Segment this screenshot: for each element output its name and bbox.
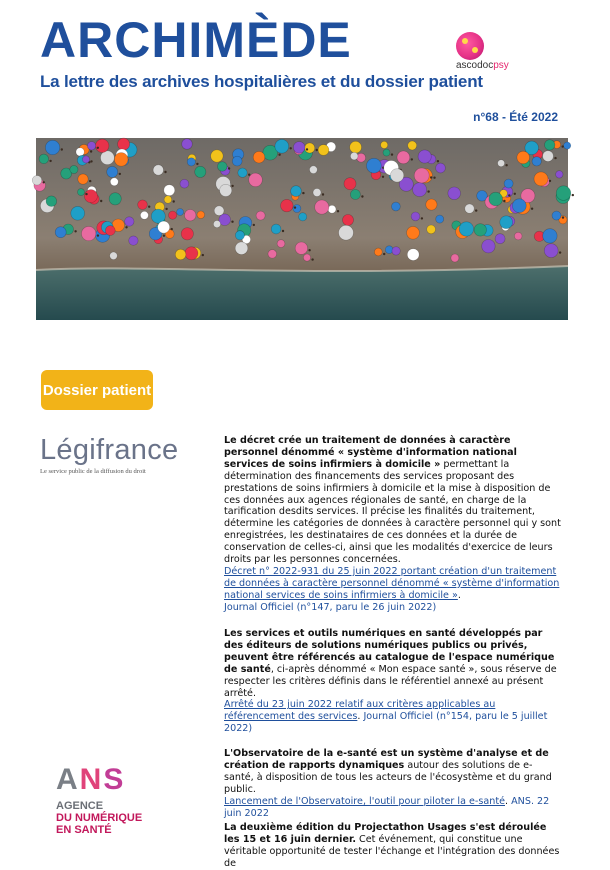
beach-person [383,253,385,255]
beach-person [173,200,175,202]
beach-person [421,217,423,219]
beach-umbrella [514,232,522,240]
article-source: Journal Officiel (n°154, paru le 5 juillet 2022) [224,711,548,735]
beach-umbrella [82,156,89,163]
article-reference: Lancement de l'Observatoire, l'outil pour piloter la e-santé. ANS. 22 juin 2022 [224,795,550,819]
beach-umbrella [256,211,265,220]
beach-umbrella [249,173,263,187]
beach-umbrella [564,142,571,149]
beach-umbrella [295,242,307,254]
article-observatoire-esante [224,748,562,819]
beach-umbrella [436,163,446,173]
beach-person [427,190,429,192]
beach-umbrella [125,217,134,226]
beach-umbrella [253,151,265,163]
beach-person [554,157,556,159]
beach-person [322,193,324,195]
beach-person [337,210,339,212]
article-body: L'Observatoire de la e-santé est un système d'analyse et de création de rapports dynamiques autour des solutions de e-santé, à disposition de tous les acteurs de l'écosystème et du grand public. [224,748,552,795]
beach-person [503,200,505,202]
beach-person [90,160,92,162]
beach-umbrella [392,247,400,255]
beach-umbrella [213,221,220,228]
beach-umbrella [96,139,109,152]
beach-umbrella [181,228,193,240]
newsletter-title: ARCHIMÈDE [40,12,352,68]
beach-umbrella [407,249,419,261]
beach-person [119,173,121,175]
beach-umbrella [78,189,85,196]
beach-person [171,228,173,230]
beach-person [49,160,51,162]
beach-person [302,192,304,194]
legifrance-logo-tagline: Le service public de la diffusion du droit [40,468,146,475]
beach-umbrella [101,151,115,165]
beach-umbrella [78,174,88,184]
beach-umbrella [293,142,305,154]
beach-umbrella [474,224,486,236]
beach-umbrella [350,190,360,200]
beach-person [505,164,507,166]
beach-umbrella [197,211,205,219]
beach-umbrella [552,211,561,220]
beach-person [248,174,250,176]
beach-umbrella [500,216,513,229]
beach-umbrella [185,247,198,260]
beach-umbrella [482,240,495,253]
beach-person [231,221,233,223]
beach-umbrella [305,143,315,153]
beach-umbrella [140,211,148,219]
beach-umbrella [318,145,329,156]
beach-person [311,258,313,260]
beach-person [572,194,574,196]
beach-person [202,254,204,256]
beach-umbrella [55,227,66,238]
legifrance-logo-name: Légifrance [40,434,179,466]
beach-umbrella [367,158,382,173]
beach-umbrella [153,165,163,175]
beach-person [411,158,413,160]
beach-umbrella [426,199,437,210]
beach-person [549,180,551,182]
legifrance-logo[interactable] [40,434,200,490]
beach-umbrella [180,179,189,188]
beach-umbrella [187,158,195,166]
beach-person [231,185,233,187]
beach-person [316,149,318,151]
ans-logo[interactable] [56,760,166,850]
beach-umbrella [310,166,318,174]
ans-logo-letters: ANS [56,763,126,796]
beach-umbrella [543,229,557,243]
beach-person [228,167,230,169]
beach-umbrella [374,248,382,256]
ans-logo-line2: DU NUMÉRIQUE [56,812,143,824]
beach-umbrella [313,189,321,197]
beach-umbrella [512,199,526,213]
beach-umbrella [177,209,184,216]
beach-umbrella [268,250,277,259]
beach-person [559,251,561,253]
beach-person [253,224,255,226]
beach-person [74,230,76,232]
beach-umbrella [411,212,420,221]
beach-umbrella [105,226,115,236]
beach-umbrella [545,140,555,150]
beach-umbrella [291,186,302,197]
beach-person [165,208,167,210]
article-arrete-referencement [224,628,562,735]
beach-person [437,160,439,162]
beach-umbrella [544,244,558,258]
beach-umbrella [418,150,431,163]
beach-umbrella [110,252,118,260]
beach-umbrella [436,215,444,223]
ans-logo-line3: EN SANTÉ [56,824,112,836]
beach-person [562,216,564,218]
beach-person [85,193,87,195]
beach-umbrella [84,190,97,203]
beach-umbrella [408,141,417,150]
beach-umbrella [414,168,429,183]
beach-person [514,193,516,195]
ascodocpsy-logo-icon [456,32,484,60]
beach-umbrella [407,226,420,239]
beach-umbrella [556,171,563,178]
beach-umbrella [182,139,193,150]
beach-umbrella [114,153,128,167]
beach-person [391,153,393,155]
beach-umbrella [275,139,289,153]
beach-umbrella [448,187,461,200]
beach-person [100,200,102,202]
beach-umbrella [392,202,401,211]
ascodocpsy-logo[interactable] [456,32,566,72]
article-body: La deuxième édition du Projectathon Usages s'est déroulée les 15 et 16 juin dernier. Cet événement, qui constitue une véritable opportunité de tester l'échange et l'intégration des données de [224,822,560,869]
beach-person [294,206,296,208]
beach-umbrella [110,178,118,186]
masthead [40,12,580,98]
beach-person [282,230,284,232]
beach-umbrella [70,165,78,173]
beach-umbrella [109,193,121,205]
ascodocpsy-logo-text: ascodocpsy [456,60,509,71]
beach-person [97,147,99,149]
beach-person [562,145,564,147]
beach-umbrella [315,200,329,214]
beach-umbrella [299,213,307,221]
beach-person [433,177,435,179]
beach-person [382,176,384,178]
beach-umbrella [344,178,356,190]
article-reference: Arrêté du 23 juin 2022 relatif aux critères applicables au référencement des services. Journal Officiel (n°154, paru le 5 juillet 2022) [224,699,548,735]
beach-umbrella [495,234,505,244]
beach-umbrella [381,141,388,148]
beach-umbrella [158,221,170,233]
beach-person [306,148,308,150]
article-body: Les services et outils numériques en santé développés par des éditeurs de solutions numériques publics ou privés, peuvent être référencés au catalogue de l'espace numérique de santé, ci-après dénommé « Mon espace santé », sous réserve de respecter les critères définis dans le référentiel annexé au présent arrêté. [224,628,557,699]
beach-person [97,234,99,236]
beach-person [531,208,533,210]
article-reference: Décret n° 2022-931 du 25 juin 2022 portant création d'un traitement de données à caractère personnel dénommé « système d'information national services de soins infirmiers à domicile ». Journal Officiel (n°147, paru le 26 juin 2022) [224,565,560,613]
beach-umbrella [164,196,172,204]
beach-person [148,206,150,208]
issue-number: n°68 - Été 2022 [473,110,558,124]
beach-umbrella [87,142,95,150]
beach-umbrella [293,205,301,213]
beach-umbrella [169,211,177,219]
beach-person [278,154,280,156]
article-link[interactable]: Décret n° 2022-931 du 25 juin 2022 portant création d'un traitement de données à caractère personnel dénommé « système d'information national services de soins infirmiers à domicile » [224,565,560,601]
beach-person [163,235,165,237]
beach-umbrella [556,186,571,201]
beach-umbrella [459,222,473,236]
beach-umbrella [235,231,244,240]
beach-umbrella [489,192,503,206]
beach-umbrella [427,225,436,234]
beach-person [196,163,198,165]
beach-umbrella [543,151,554,162]
beach-person [90,150,92,152]
beach-person [508,194,510,196]
beach-umbrella [328,205,336,213]
beach-umbrella [498,160,505,167]
beach-person [290,147,292,149]
beach-umbrella [46,196,57,207]
beach-umbrella [350,141,362,153]
beach-umbrella [175,249,186,260]
beach-umbrella [339,225,354,240]
beach-person [430,176,432,178]
beach-person [125,226,127,228]
beach-umbrella [383,149,390,156]
article-source: Journal Officiel (n°147, paru le 26 juin 2022) [224,601,437,613]
beach-umbrella [413,183,427,197]
article-projectathon [224,822,562,870]
beach-umbrella [235,242,248,255]
beach-umbrella [281,199,293,211]
beach-umbrella [118,138,130,150]
newsletter-subtitle: La lettre des archives hospitalières et du dossier patient [40,72,483,91]
article-link[interactable]: Arrêté du 23 juin 2022 relatif aux critères applicables au référencement des services [224,699,496,723]
beach-person [43,181,45,183]
beach-umbrella [195,166,206,177]
beach-umbrella [138,200,148,210]
article-body: Le décret crée un traitement de données à caractère personnel dénommé « système d'information national services de soins infirmiers à domicile » permettant la détermination des financements des services proposant des prestations de soins infirmiers à domicile et la mise à disposition de ces données aux agences régionales de santé, en charge de la tarification desdits services. Il précise les finalités du traitement, détermine les catégories de données à caractère personnel qui y sont enregistrées, les destinataires de ces données et la durée de conservation de celles-ci, ainsi que les modalités d'exercice de leurs droits par les personnes concernées. [224,435,561,566]
beach-umbrella [517,151,530,164]
beach-umbrella [164,185,175,196]
beach-umbrella [397,151,410,164]
beach-umbrella [238,168,247,177]
ans-logo-line1: AGENCE [56,800,104,812]
beach-umbrella [504,179,513,188]
beach-umbrella [107,166,118,177]
article-source: ANS. 22 juin 2022 [224,795,550,819]
beach-umbrella [343,215,354,226]
beach-person [61,148,63,150]
beach-umbrella [303,254,310,261]
beach-umbrella [532,157,541,166]
beach-umbrella [534,172,548,186]
article-link[interactable]: Lancement de l'Observatoire, l'outil pour piloter la e-santé [224,795,505,807]
section-dossier-patient-badge[interactable]: Dossier patient [41,370,153,410]
beach-umbrellas-photo [36,138,568,320]
beach-umbrella [277,240,285,248]
beach-umbrella [185,210,196,221]
beach-umbrella [271,224,281,234]
beach-umbrella [211,150,223,162]
beach-umbrella [218,162,228,172]
beach-umbrella [39,154,49,164]
beach-umbrella [390,169,403,182]
beach-umbrella [71,206,85,220]
beach-umbrella [451,254,459,262]
beach-umbrella [45,140,59,154]
beach-person [164,171,166,173]
beach-umbrella [350,152,358,160]
beach-person [308,249,310,251]
beach-person [89,180,91,182]
beach-umbrella [465,204,474,213]
article-decret-ssiad [224,435,562,614]
beach-umbrella [32,176,42,186]
beach-umbrella [232,156,242,166]
beach-umbrella [129,236,138,245]
beach-umbrella [76,148,84,156]
beach-person [361,195,363,197]
beach-person [475,209,477,211]
beach-umbrella [82,226,96,240]
beach-umbrella [220,184,232,196]
beach-umbrella [214,206,224,216]
